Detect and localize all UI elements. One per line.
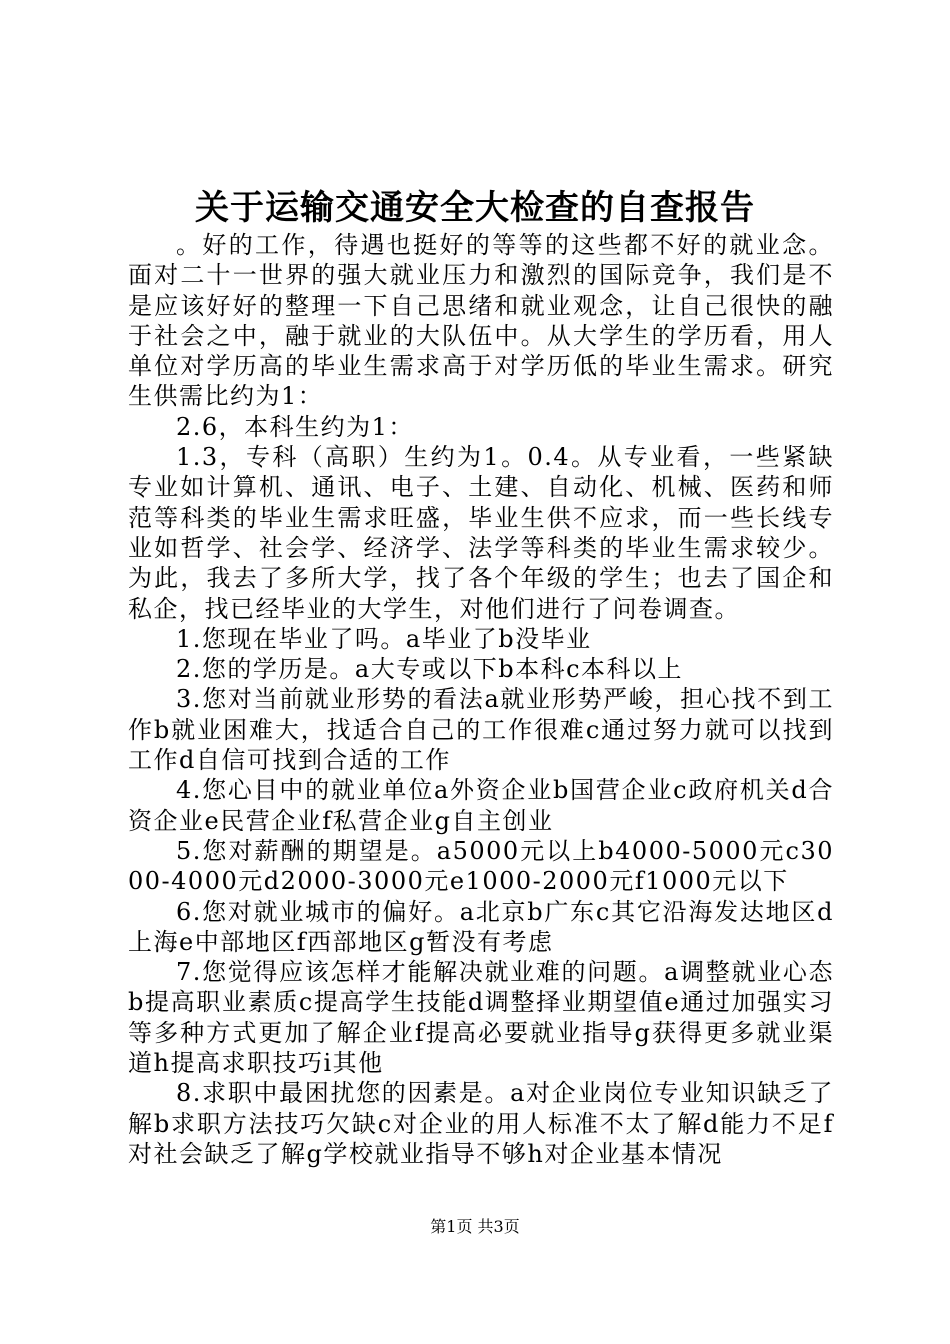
paragraph-ratio-specialty: 1.3，专科（高职）生约为1。0.4。从专业看，一些紧缺专业如计算机、通讯、电子、土建、自动化、机械、医药和师范等科类的毕业生需求旺盛，毕业生供不应求，而一些长线专业如哲学、社会学、经济学、法学等科类的毕业生需求较少。为此，我去了多所大学，找了各个年级的学生；也去了国企和私企，找已经毕业的大学生，对他们进行了问卷调查。 [128,443,834,623]
document-title: 关于运输交通安全大检查的自查报告 [195,188,755,228]
page-number-footer: 第1页 共3页 [430,1217,520,1236]
document-body [128,230,834,1169]
question-4: 4.您心目中的就业单位a外资企业b国营企业c政府机关d合资企业e民营企业f私营企业g自主创业 [128,776,834,835]
question-7: 7.您觉得应该怎样才能解决就业难的问题。a调整就业心态b提高职业素质c提高学生技能d调整择业期望值e通过加强实习等多种方式更加了解企业f提高必要就业指导g获得更多就业渠道h提高求职技巧i其他 [128,958,834,1078]
question-8: 8.求职中最困扰您的因素是。a对企业岗位专业知识缺乏了解b求职方法技巧欠缺c对企业的用人标准不太了解d能力不足f对社会缺乏了解g学校就业指导不够h对企业基本情况 [128,1079,834,1168]
paragraph-ratio-undergrad: 2.6，本科生约为1： [176,412,414,441]
question-6: 6.您对就业城市的偏好。a北京b广东c其它沿海发达地区d上海e中部地区f西部地区g暂没有考虑 [128,897,834,956]
question-1: 1.您现在毕业了吗。a毕业了b没毕业 [176,624,592,653]
question-2: 2.您的学历是。a大专或以下b本科c本科以上 [176,655,684,684]
paragraph-intro: 。好的工作，待遇也挺好的等等的这些都不好的就业念。面对二十一世界的强大就业压力和激烈的国际竞争，我们是不是应该好好的整理一下自己思绪和就业观念，让自己很快的融于社会之中，融于就业的大队伍中。从大学生的学历看，用人单位对学历高的毕业生需求高于对学历低的毕业生需求。研究生供需比约为1： [128,231,834,411]
question-5: 5.您对薪酬的期望是。a5000元以上b4000-5000元c3000-4000元d2000-3000元e1000-2000元f1000元以下 [128,836,834,896]
question-3: 3.您对当前就业形势的看法a就业形势严峻，担心找不到工作b就业困难大，找适合自己的工作很难c通过努力就可以找到工作d自信可找到合适的工作 [128,685,834,775]
